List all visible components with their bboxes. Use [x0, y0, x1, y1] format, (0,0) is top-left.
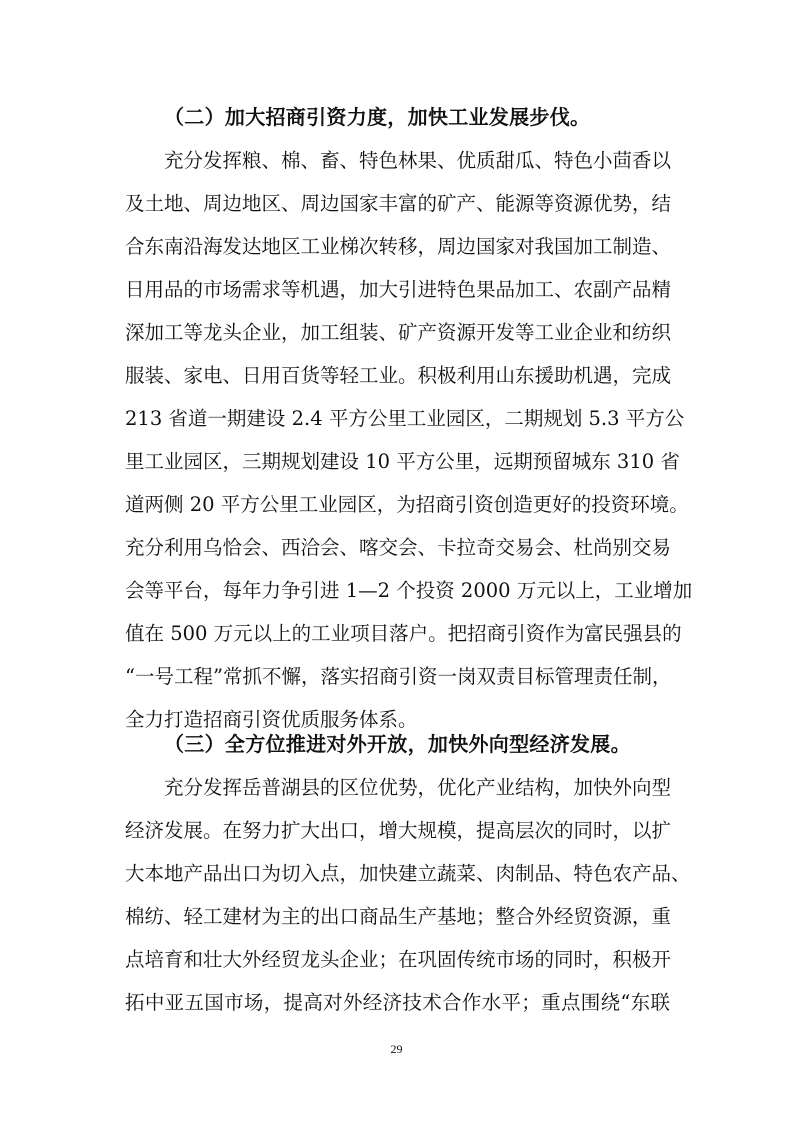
section-3-line-6: 拓中亚五国市场，提高对外经济技术合作水平；重点围绕“东联	[125, 991, 670, 1014]
section-2-line-8: 里工业园区，三期规划建设 10 平方公里，远期预留城东 310 省	[125, 450, 680, 473]
section-3-line-2: 经济发展。在努力扩大出口，增大规模，提高层次的同时，以扩	[125, 819, 672, 842]
section-3-heading: （三）全方位推进对外开放，加快外向型经济发展。	[164, 732, 631, 756]
section-3-line-4: 棉纺、轻工建材为主的出口商品生产基地；整合外经贸资源，重	[125, 905, 672, 928]
section-3-line-5: 点培育和壮大外经贸龙头企业；在巩固传统市场的同时，积极开	[125, 948, 672, 971]
page-number: 29	[390, 1042, 403, 1056]
section-2-line-2: 及土地、周边地区、周边国家丰富的矿产、能源等资源优势，结	[125, 192, 672, 215]
section-3-line-3: 大本地产品出口为切入点，加快建立蔬菜、肉制品、特色农产品、	[125, 862, 691, 885]
section-2-line-13: “一号工程”常抓不懈，落实招商引资一岗双责目标管理责任制，	[125, 665, 672, 688]
section-2-line-7: 213 省道一期建设 2.4 平方公里工业园区，二期规划 5.3 平方公	[125, 407, 685, 430]
section-2-line-14: 全力打造招商引资优质服务体系。	[125, 708, 418, 731]
section-2-line-5: 深加工等龙头企业，加工组装、矿产资源开发等工业企业和纺织	[125, 321, 672, 344]
section-2-line-11: 会等平台，每年力争引进 1—2 个投资 2000 万元以上，工业增加	[125, 579, 693, 602]
section-3-line-1: 充分发挥岳普湖县的区位优势，优化产业结构，加快外向型	[164, 776, 672, 799]
section-2-line-9: 道两侧 20 平方公里工业园区，为招商引资创造更好的投资环境。	[125, 493, 689, 516]
section-2-line-1: 充分发挥粮、棉、畜、特色林果、优质甜瓜、特色小茴香以	[164, 149, 672, 172]
section-2-line-10: 充分利用乌恰会、西洽会、喀交会、卡拉奇交易会、杜尚别交易	[125, 536, 672, 559]
section-2-line-3: 合东南沿海发达地区工业梯次转移，周边国家对我国加工制造、	[125, 235, 672, 258]
section-2-line-6: 服装、家电、日用百货等轻工业。积极利用山东援助机遇，完成	[125, 364, 672, 387]
section-2-line-4: 日用品的市场需求等机遇，加大引进特色果品加工、农副产品精	[125, 278, 672, 301]
section-2-line-12: 值在 500 万元以上的工业项目落户。把招商引资作为富民强县的	[125, 622, 682, 645]
section-2-heading: （二）加大招商引资力度，加快工业发展步伐。	[164, 105, 591, 129]
